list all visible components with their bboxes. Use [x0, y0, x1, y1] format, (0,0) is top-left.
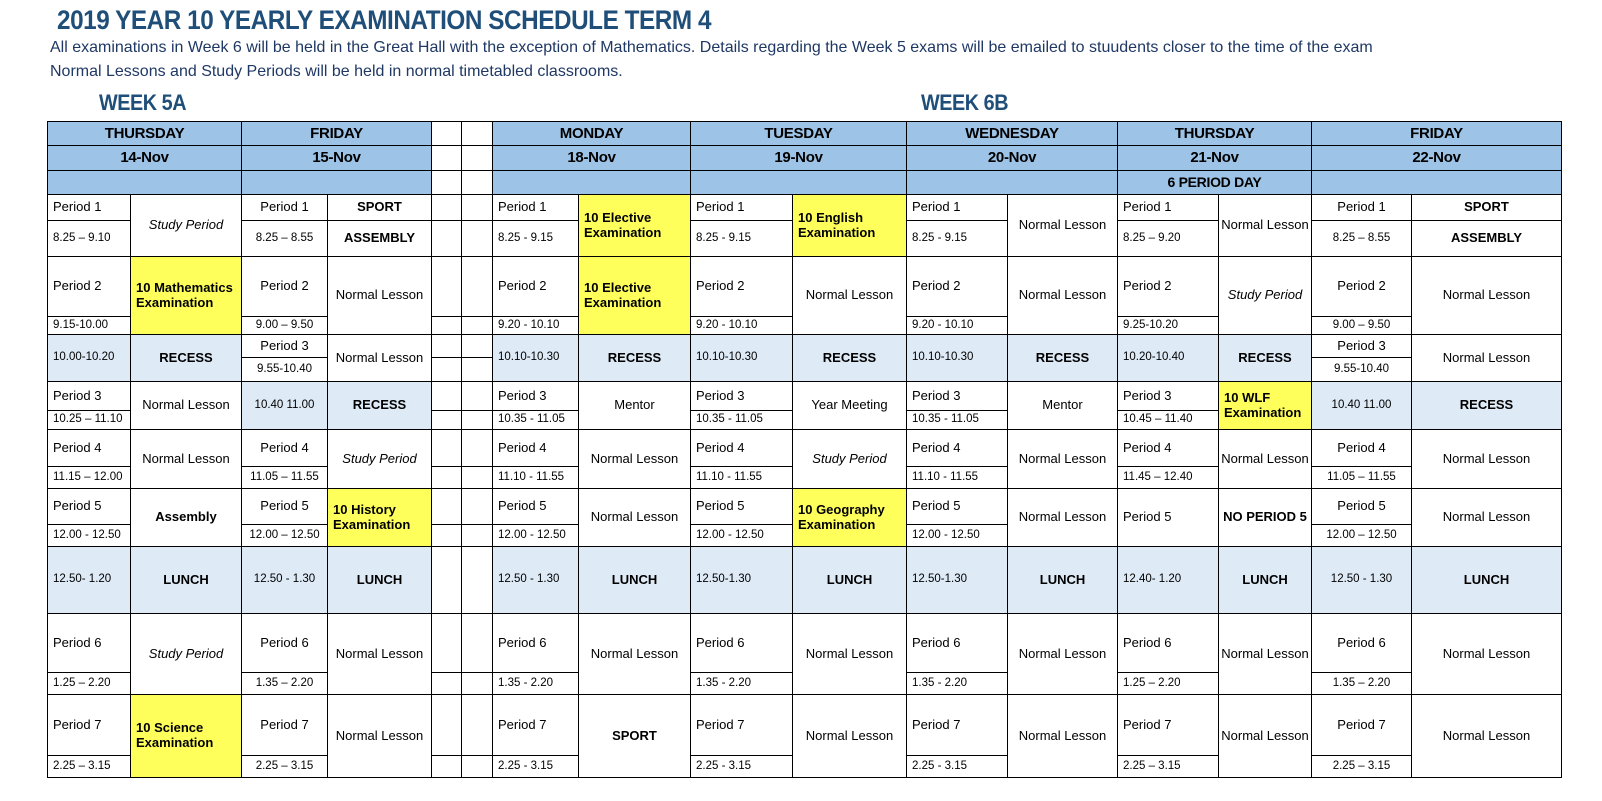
activity-cell: Normal Lesson: [1008, 195, 1118, 257]
recess-label: RECESS: [328, 382, 432, 430]
activity-cell: 10 Elective Examination: [579, 257, 691, 335]
lunch-time: 12.50- 1.20: [48, 547, 131, 614]
period-time: 2.25 - 3.15: [493, 756, 579, 778]
gap-cell: [462, 411, 493, 430]
activity-cell: Normal Lesson: [328, 614, 432, 695]
lunch-label: LUNCH: [328, 547, 432, 614]
lunch-label: LUNCH: [793, 547, 907, 614]
period-label: Period 6: [48, 614, 131, 673]
gap-cell: [432, 614, 462, 673]
period-time: 1.35 – 2.20: [242, 673, 328, 695]
lunch-time: 12.40- 1.20: [1118, 547, 1219, 614]
period-time: 8.25 – 8.55: [1312, 221, 1412, 257]
activity-cell: Normal Lesson: [1008, 430, 1118, 489]
period-label: Period 7: [1118, 695, 1219, 756]
activity-cell: Normal Lesson: [1008, 695, 1118, 778]
lunch-label: LUNCH: [131, 547, 242, 614]
period-time: 10.25 – 11.10: [48, 411, 131, 430]
day-name: THURSDAY: [1118, 122, 1312, 146]
period-time: 10.35 - 11.05: [907, 411, 1008, 430]
period-label: Period 4: [242, 430, 328, 467]
period-label: Period 4: [48, 430, 131, 467]
period-label: Period 3: [1118, 382, 1219, 411]
activity-cell: Normal Lesson: [1412, 430, 1562, 489]
gap-cell: [462, 695, 493, 756]
period-label: Period 1: [493, 195, 579, 221]
intro-text: [50, 36, 1373, 84]
activity-cell: Study Period: [328, 430, 432, 489]
activity-cell: Normal Lesson: [1412, 489, 1562, 547]
period-label: Period 3: [691, 382, 793, 411]
day-name: FRIDAY: [1312, 122, 1562, 146]
period-time: 10.35 - 11.05: [493, 411, 579, 430]
period-label: Period 4: [1118, 430, 1219, 467]
period-time: 10.45 – 11.40: [1118, 411, 1219, 430]
period-time: 2.25 - 3.15: [907, 756, 1008, 778]
period-time: 9.55-10.40: [1312, 358, 1412, 382]
page-title: 2019 YEAR 10 YEARLY EXAMINATION SCHEDULE TERM 4: [57, 5, 712, 35]
day-date: 14-Nov: [48, 146, 242, 171]
gap-cell: [462, 195, 493, 221]
week-5a-label: WEEK 5A: [99, 90, 187, 115]
period-time: 1.35 - 2.20: [493, 673, 579, 695]
activity-cell: Study Period: [1219, 257, 1312, 335]
day-name: WEDNESDAY: [907, 122, 1118, 146]
period-label: Period 6: [493, 614, 579, 673]
day-date: 18-Nov: [493, 146, 691, 171]
activity-cell: 10 Elective Examination: [579, 195, 691, 257]
period-time: 11.10 - 11.55: [493, 467, 579, 489]
gap-cell: [462, 221, 493, 257]
period-time: 11.10 - 11.55: [907, 467, 1008, 489]
activity-cell: Study Period: [131, 195, 242, 257]
period-time: 12.00 - 12.50: [48, 525, 131, 547]
activity-cell: Study Period: [793, 430, 907, 489]
period-label: Period 2: [48, 257, 131, 317]
period-label: Period 1: [907, 195, 1008, 221]
gap-cell: [462, 489, 493, 525]
activity-cell: Assembly: [131, 489, 242, 547]
gap-cell: [432, 122, 462, 146]
period-time: 2.25 – 3.15: [48, 756, 131, 778]
period-label: Period 4: [493, 430, 579, 467]
recess-time: 10.40 11.00: [242, 382, 328, 430]
lunch-time: 12.50 - 1.30: [493, 547, 579, 614]
gap-cell: [432, 171, 462, 195]
activity-cell: 10 Mathematics Examination: [131, 257, 242, 335]
period-label: Period 5: [48, 489, 131, 525]
day-name: MONDAY: [493, 122, 691, 146]
activity-cell: Normal Lesson: [793, 614, 907, 695]
period-time: 8.25 – 9.20: [1118, 221, 1219, 257]
period-time: 2.25 - 3.15: [691, 756, 793, 778]
intro-line-1: All examinations in Week 6 will be held in the Great Hall with the exception of Mathematics. Details regarding the Week 5 exams will be emailed to stuudents closer to the time of the exam: [50, 39, 1373, 56]
period-label: Period 5: [907, 489, 1008, 525]
activity-cell: 10 History Examination: [328, 489, 432, 547]
activity-cell: Normal Lesson: [328, 335, 432, 382]
period-label: Period 4: [691, 430, 793, 467]
gap-cell: [462, 467, 493, 489]
gap-cell: [462, 547, 493, 614]
gap-cell: [462, 673, 493, 695]
gap-cell: [432, 195, 462, 221]
gap-cell: [432, 756, 462, 778]
lunch-time: 12.50 - 1.30: [1312, 547, 1412, 614]
activity-cell: Normal Lesson: [131, 430, 242, 489]
recess-time: 10.40 11.00: [1312, 382, 1412, 430]
period-time: 9.20 - 10.10: [907, 317, 1008, 335]
period-label: Period 3: [1312, 335, 1412, 358]
period-time: 9.20 - 10.10: [691, 317, 793, 335]
period-label: Period 7: [48, 695, 131, 756]
activity-cell: Normal Lesson: [1412, 695, 1562, 778]
activity-cell: 10 English Examination: [793, 195, 907, 257]
activity-cell: Normal Lesson: [793, 695, 907, 778]
period-label: Period 2: [907, 257, 1008, 317]
gap-cell: [432, 335, 462, 358]
period-label: Period 3: [907, 382, 1008, 411]
period-time: 9.55-10.40: [242, 358, 328, 382]
gap-cell: [462, 756, 493, 778]
period-label: Period 1: [48, 195, 131, 221]
period-time: 11.10 - 11.55: [691, 467, 793, 489]
activity-cell: SPORT: [579, 695, 691, 778]
period-time: 9.00 – 9.50: [1312, 317, 1412, 335]
gap-cell: [432, 146, 462, 171]
day-note: 6 PERIOD DAY: [1118, 171, 1312, 195]
activity-cell: Normal Lesson: [1219, 614, 1312, 695]
activity-cell: Normal Lesson: [1219, 430, 1312, 489]
gap-cell: [432, 430, 462, 467]
period-time: 9.15-10.00: [48, 317, 131, 335]
period-label: Period 5: [1118, 489, 1219, 547]
day-note: [48, 171, 242, 195]
activity-cell: Normal Lesson: [793, 257, 907, 335]
period-time: 9.25-10.20: [1118, 317, 1219, 335]
period-label: Period 6: [1118, 614, 1219, 673]
gap-cell: [432, 221, 462, 257]
gap-cell: [462, 171, 493, 195]
period-label: Period 5: [242, 489, 328, 525]
period-label: Period 3: [48, 382, 131, 411]
day-name: TUESDAY: [691, 122, 907, 146]
activity-cell: ASSEMBLY: [1412, 221, 1562, 257]
activity-cell: Normal Lesson: [328, 257, 432, 335]
period-label: Period 1: [1312, 195, 1412, 221]
gap-cell: [462, 614, 493, 673]
period-label: Period 2: [1118, 257, 1219, 317]
intro-line-2: Normal Lessons and Study Periods will be held in normal timetabled classrooms.: [50, 63, 623, 80]
activity-cell: 10 Geography Examination: [793, 489, 907, 547]
period-time: 8.25 - 9.15: [907, 221, 1008, 257]
activity-cell: Mentor: [579, 382, 691, 430]
period-label: Period 2: [691, 257, 793, 317]
recess-label: RECESS: [1008, 335, 1118, 382]
gap-cell: [432, 673, 462, 695]
period-label: Period 6: [691, 614, 793, 673]
period-label: Period 7: [691, 695, 793, 756]
period-label: Period 1: [691, 195, 793, 221]
lunch-label: LUNCH: [1412, 547, 1562, 614]
activity-cell: Normal Lesson: [1412, 257, 1562, 335]
recess-time: 10.20-10.40: [1118, 335, 1219, 382]
day-note: [907, 171, 1118, 195]
period-time: 11.05 – 11.55: [1312, 467, 1412, 489]
period-time: 8.25 – 9.10: [48, 221, 131, 257]
period-time: 11.05 – 11.55: [242, 467, 328, 489]
day-name: FRIDAY: [242, 122, 432, 146]
gap-cell: [462, 146, 493, 171]
day-date: 20-Nov: [907, 146, 1118, 171]
week-6b-label: WEEK 6B: [921, 90, 1009, 115]
gap-cell: [432, 525, 462, 547]
day-note: [1312, 171, 1562, 195]
period-label: Period 6: [907, 614, 1008, 673]
day-date: 21-Nov: [1118, 146, 1312, 171]
gap-cell: [432, 257, 462, 317]
recess-time: 10.10-10.30: [493, 335, 579, 382]
period-label: Period 3: [242, 335, 328, 358]
gap-cell: [432, 411, 462, 430]
activity-cell: Normal Lesson: [579, 489, 691, 547]
period-time: 1.35 – 2.20: [1312, 673, 1412, 695]
recess-time: 10.10-10.30: [691, 335, 793, 382]
period-time: 8.25 – 8.55: [242, 221, 328, 257]
activity-cell: SPORT: [328, 195, 432, 221]
gap-cell: [462, 335, 493, 358]
period-time: 9.20 - 10.10: [493, 317, 579, 335]
activity-cell: Study Period: [131, 614, 242, 695]
day-note: [242, 171, 432, 195]
activity-cell: Normal Lesson: [328, 695, 432, 778]
period-time: 2.25 – 3.15: [242, 756, 328, 778]
lunch-label: LUNCH: [579, 547, 691, 614]
activity-cell: NO PERIOD 5: [1219, 489, 1312, 547]
activity-cell: Normal Lesson: [1219, 695, 1312, 778]
period-label: Period 4: [1312, 430, 1412, 467]
gap-cell: [462, 358, 493, 382]
activity-cell: Normal Lesson: [1412, 335, 1562, 382]
gap-cell: [432, 467, 462, 489]
recess-label: RECESS: [1219, 335, 1312, 382]
day-note: [691, 171, 907, 195]
lunch-time: 12.50-1.30: [907, 547, 1008, 614]
lunch-time: 12.50 - 1.30: [242, 547, 328, 614]
period-time: 10.35 - 11.05: [691, 411, 793, 430]
period-label: Period 1: [1118, 195, 1219, 221]
gap-cell: [432, 317, 462, 335]
period-label: Period 4: [907, 430, 1008, 467]
period-time: 12.00 - 12.50: [691, 525, 793, 547]
period-label: Period 2: [242, 257, 328, 317]
period-label: Period 2: [1312, 257, 1412, 317]
period-time: 2.25 – 3.15: [1118, 756, 1219, 778]
gap-cell: [462, 317, 493, 335]
gap-cell: [462, 525, 493, 547]
period-time: 12.00 – 12.50: [242, 525, 328, 547]
gap-cell: [462, 382, 493, 411]
activity-cell: Normal Lesson: [1008, 614, 1118, 695]
period-label: Period 6: [242, 614, 328, 673]
activity-cell: Normal Lesson: [579, 614, 691, 695]
lunch-label: LUNCH: [1008, 547, 1118, 614]
period-label: Period 3: [493, 382, 579, 411]
activity-cell: SPORT: [1412, 195, 1562, 221]
period-label: Period 5: [493, 489, 579, 525]
period-time: 12.00 – 12.50: [1312, 525, 1412, 547]
recess-label: RECESS: [1412, 382, 1562, 430]
period-time: 2.25 – 3.15: [1312, 756, 1412, 778]
activity-cell: 10 Science Examination: [131, 695, 242, 778]
activity-cell: Normal Lesson: [1008, 489, 1118, 547]
exam-schedule-table: [47, 121, 1562, 778]
gap-cell: [462, 430, 493, 467]
gap-cell: [462, 257, 493, 317]
activity-cell: Normal Lesson: [131, 382, 242, 430]
recess-time: 10.00-10.20: [48, 335, 131, 382]
recess-label: RECESS: [131, 335, 242, 382]
period-time: 1.25 – 2.20: [48, 673, 131, 695]
period-label: Period 5: [1312, 489, 1412, 525]
period-time: 8.25 - 9.15: [493, 221, 579, 257]
activity-cell: Mentor: [1008, 382, 1118, 430]
gap-cell: [432, 489, 462, 525]
day-date: 19-Nov: [691, 146, 907, 171]
activity-cell: Year Meeting: [793, 382, 907, 430]
lunch-time: 12.50-1.30: [691, 547, 793, 614]
gap-cell: [432, 547, 462, 614]
activity-cell: Normal Lesson: [579, 430, 691, 489]
recess-label: RECESS: [579, 335, 691, 382]
day-date: 15-Nov: [242, 146, 432, 171]
activity-cell: Normal Lesson: [1008, 257, 1118, 335]
period-time: 12.00 - 12.50: [907, 525, 1008, 547]
period-label: Period 6: [1312, 614, 1412, 673]
recess-time: 10.10-10.30: [907, 335, 1008, 382]
period-time: 8.25 - 9.15: [691, 221, 793, 257]
period-label: Period 1: [242, 195, 328, 221]
activity-cell: 10 WLF Examination: [1219, 382, 1312, 430]
period-label: Period 5: [691, 489, 793, 525]
gap-cell: [432, 358, 462, 382]
lunch-label: LUNCH: [1219, 547, 1312, 614]
day-name: THURSDAY: [48, 122, 242, 146]
period-label: Period 7: [1312, 695, 1412, 756]
period-time: 9.00 – 9.50: [242, 317, 328, 335]
period-time: 12.00 - 12.50: [493, 525, 579, 547]
recess-label: RECESS: [793, 335, 907, 382]
activity-cell: Normal Lesson: [1219, 195, 1312, 257]
period-time: 1.35 - 2.20: [691, 673, 793, 695]
activity-cell: Normal Lesson: [1412, 614, 1562, 695]
period-time: 11.15 – 12.00: [48, 467, 131, 489]
period-time: 1.35 - 2.20: [907, 673, 1008, 695]
period-label: Period 2: [493, 257, 579, 317]
day-date: 22-Nov: [1312, 146, 1562, 171]
gap-cell: [462, 122, 493, 146]
period-label: Period 7: [242, 695, 328, 756]
day-note: [493, 171, 691, 195]
gap-cell: [432, 382, 462, 411]
period-time: 1.25 – 2.20: [1118, 673, 1219, 695]
period-label: Period 7: [493, 695, 579, 756]
period-time: 11.45 – 12.40: [1118, 467, 1219, 489]
gap-cell: [432, 695, 462, 756]
period-label: Period 7: [907, 695, 1008, 756]
activity-cell: ASSEMBLY: [328, 221, 432, 257]
